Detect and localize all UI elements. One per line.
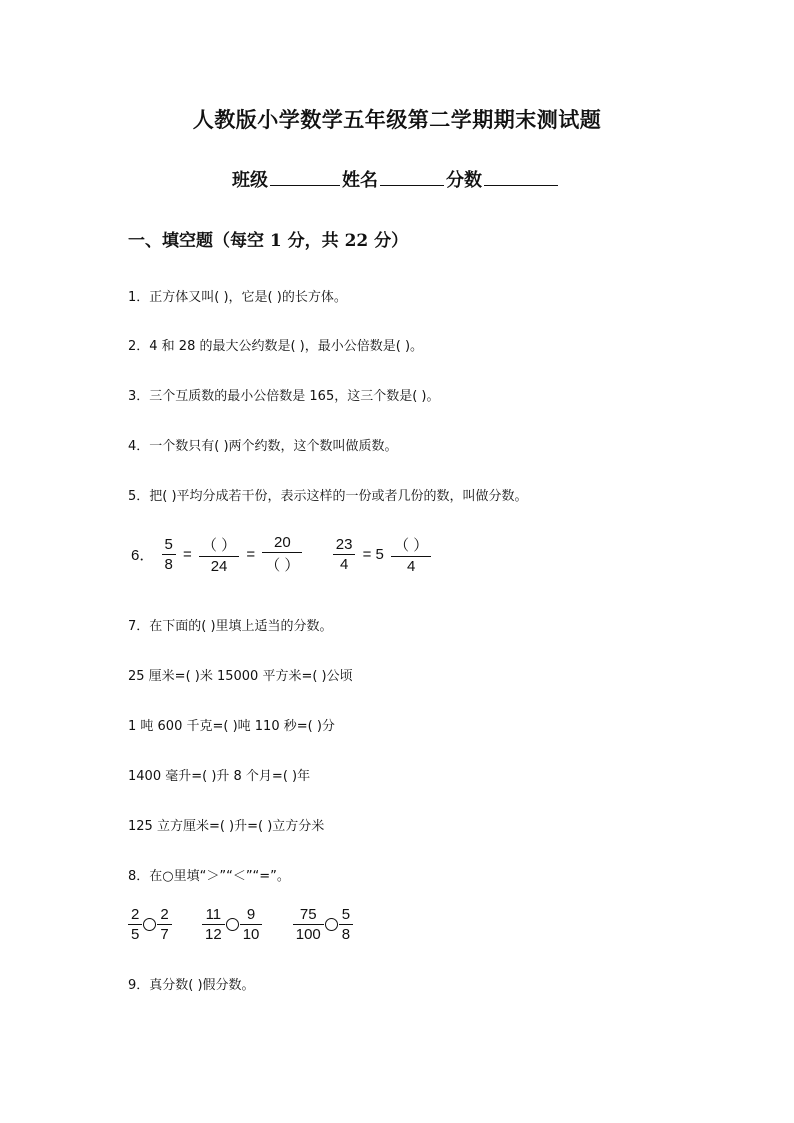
equals-sign: = 5 [362,546,384,563]
fraction: $\frac{9}{10}$ [240,906,263,943]
q7-line: 1 吨 600 千克=( )吨 110 秒=( )分 [128,719,335,734]
fraction: $\frac{11}{12}$ [202,906,225,943]
fraction: $\frac{23}{4}$ [333,536,356,573]
fraction: $\frac{( )}{24}$ [199,534,239,575]
equals-sign: = [246,546,256,563]
question-5: 5．把( )平均分成若干份，表示这样的一份或者几份的数，叫做分数。 [128,489,528,504]
class-label: 班级 [232,170,268,191]
name-blank [380,167,444,186]
question-2: 2．4 和 28 的最大公约数是( )，最小公倍数是( )。 [128,339,424,354]
fraction: $\frac{20}{( )}$ [262,534,302,575]
fraction: $\frac{5}{8}$ [339,906,353,943]
compare-circle [325,918,338,931]
student-info-line [232,166,560,192]
score-label: 分数 [446,170,482,191]
question-6 [128,534,431,575]
question-4: 4．一个数只有( )两个约数，这个数叫做质数。 [128,439,398,454]
section-heading: 一、填空题（每空 1 分，共 22 分） [128,231,409,251]
question-8: 8．在○里填“＞”“＜”“=”。 [128,869,290,884]
fraction: $\frac{2}{5}$ [128,906,142,943]
equals-sign: = [183,546,192,563]
q6-label: 6． [131,547,155,564]
q7-line: 1400 毫升=( )升 8 个月=( )年 [128,769,311,784]
q7-line: 125 立方厘米=( )升=( )立方分米 [128,819,325,834]
q7-line: 25 厘米=( )米 15000 平方米=( )公顷 [128,669,353,684]
compare-circle [226,918,239,931]
question-9: 9．真分数( )假分数。 [128,978,255,993]
question-7: 7．在下面的( )里填上适当的分数。 [128,619,333,634]
name-label: 姓名 [342,170,378,191]
fraction: $\frac{75}{100}$ [293,906,324,943]
compare-circle [143,918,156,931]
score-blank [484,167,558,186]
page-title: 人教版小学数学五年级第二学期期末测试题 [192,107,602,132]
class-blank [270,167,340,186]
fraction: $\frac{2}{7}$ [157,906,171,943]
question-1: 1．正方体又叫( )，它是( )的长方体。 [128,290,347,305]
fraction: $\frac{( )}{4}$ [391,534,431,575]
q8-comparisons [128,906,353,943]
fraction: $\frac{5}{8}$ [162,536,176,573]
question-3: 3．三个互质数的最小公倍数是 165，这三个数是( )。 [128,389,440,404]
